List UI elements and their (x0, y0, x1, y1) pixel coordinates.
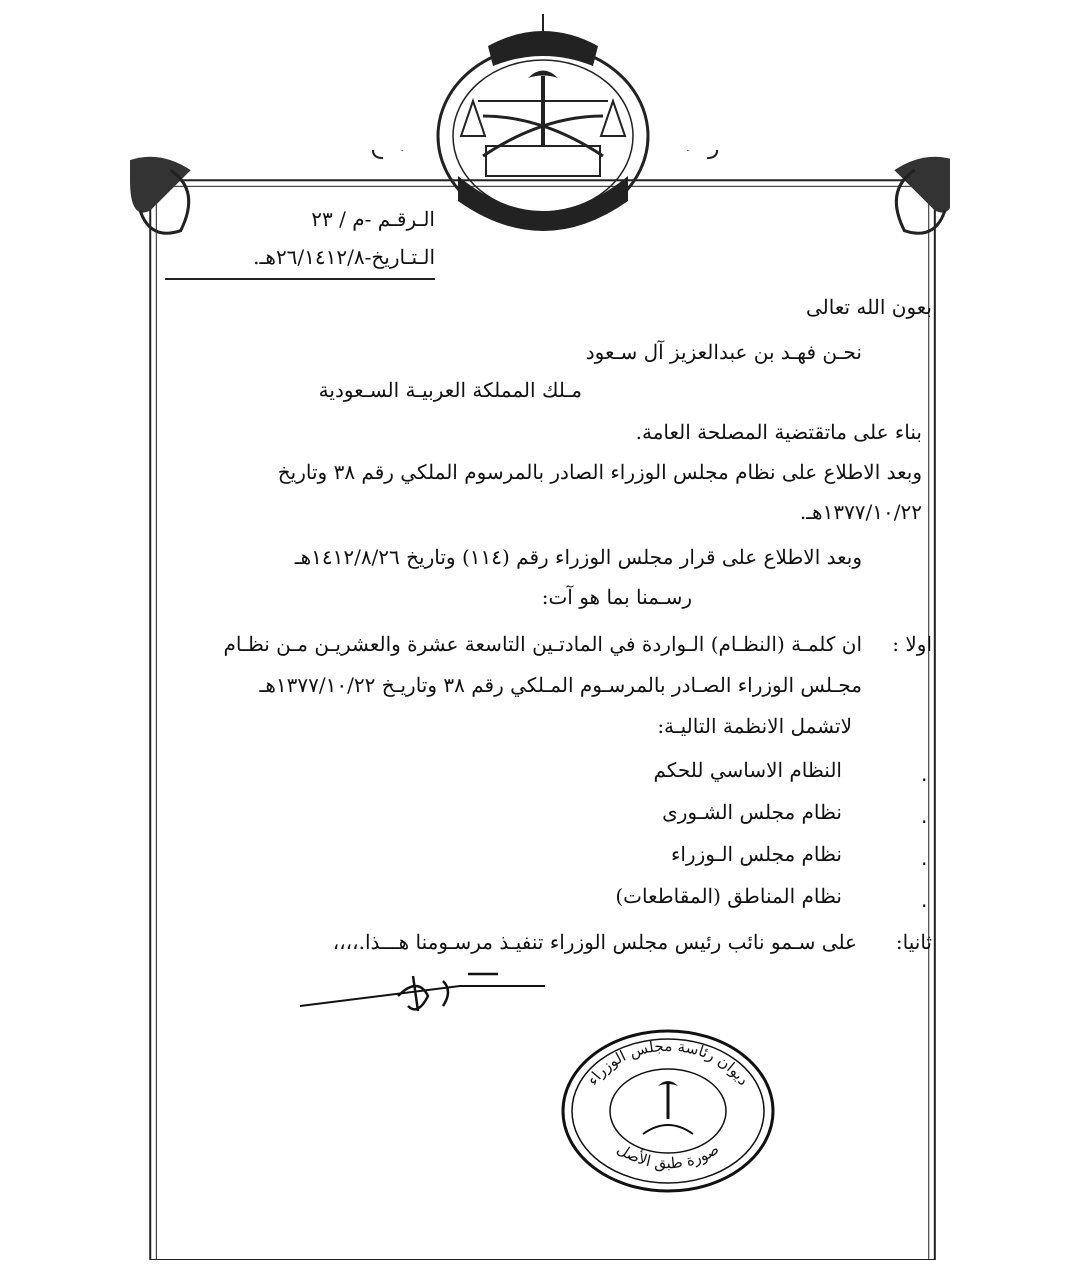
first-line-3: لاتشمل الانظمة التاليـة: (657, 714, 852, 738)
sovereign-title: مـلك المملكة العربيـة السـعودية (318, 378, 582, 402)
bullet-2: . (921, 804, 928, 828)
sovereign-name: نحـن فهـد بن عبدالعزيز آل سـعود (585, 340, 862, 364)
bullet-3: . (921, 846, 928, 870)
royal-emblem-icon (428, 6, 658, 238)
opening-line: بعون الله تعالى (805, 295, 932, 319)
first-line-1: ان كلمـة (النظـام) الـواردة في المادتـين التاسعة عشرة والعشريـن مـن نظـام (223, 632, 862, 656)
reference-date: الـتـاريخ-٢٦/١٤١٢/٨هـ. (253, 245, 435, 269)
paragraph-1: بناء على ماتقتضية المصلحة العامة. (635, 420, 922, 444)
list-item-4: نظام المناطق (المقاطعات) (615, 884, 842, 908)
paragraph-2-line-2: ١٣٧٧/١٠/٢٢هـ. (799, 500, 922, 524)
handwritten-signature (298, 966, 548, 1026)
reference-rule (165, 278, 435, 280)
list-item-3: نظام مجلس الـوزراء (670, 842, 842, 866)
paragraph-2-line-1: وبعد الاطلاع على نظام مجلس الوزراء الصادر بالمرسوم الملكي رقم ٣٨ وتاريخ (277, 460, 922, 484)
decree-line: رسـمنا بما هو آت: (541, 585, 692, 609)
seal-top-text: ديوان رئاسة مجلس الوزراء (583, 1036, 753, 1089)
reference-number: الـرقـم -م / ٢٣ (311, 207, 435, 231)
first-label: اولا : (892, 632, 932, 656)
list-item-2: نظام مجلس الشـورى (662, 800, 842, 824)
svg-text:صورة طبق الأصل (614, 1140, 723, 1173)
bullet-1: . (921, 762, 928, 786)
paragraph-3: وبعد الاطلاع على قرار مجلس الوزراء رقم (١١٤) وتاريخ ١٤١٢/٨/٢٦هـ (294, 545, 862, 569)
bullet-4: . (921, 888, 928, 912)
list-item-1: النظام الاساسي للحكم (653, 758, 842, 782)
first-line-2: مجـلس الوزراء الصـادر بالمرسـوم المـلكي رقم ٣٨ وتاريـخ ١٣٧٧/١٠/٢٢هـ (259, 673, 862, 697)
reference-block (165, 200, 435, 280)
seal-bottom-text: صورة طبق الأصل (613, 1139, 723, 1173)
second-text: على سـمو نائب رئيس مجلس الوزراء تنفيـذ مرسـومنا هـــذا.،،،، (332, 930, 857, 954)
cabinet-seal-icon (558, 1026, 778, 1196)
second-label: ثانيا: (895, 930, 932, 954)
